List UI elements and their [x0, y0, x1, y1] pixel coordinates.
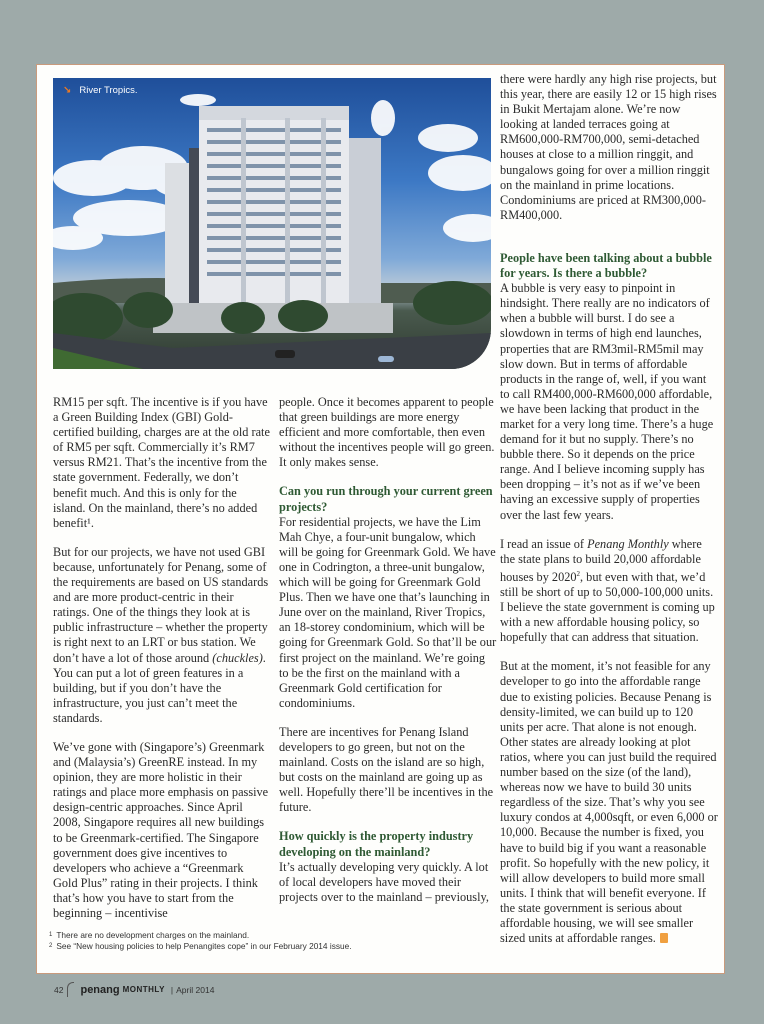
paragraph-text: I read an issue of — [500, 536, 588, 551]
page-footer — [54, 982, 214, 997]
paragraph-text: , but even with that, we’d still be short of up to 50,000-100,000 units. I believe the state government is coming up with a new affordable housing policy, so hopefully that can address that situation. — [500, 569, 715, 645]
paragraph — [500, 659, 718, 946]
footnote — [49, 941, 469, 952]
paragraph — [53, 545, 271, 726]
caption-text: River Tropics. — [79, 85, 138, 96]
publication-title: Penang Monthly — [587, 536, 669, 551]
photo-caption — [63, 85, 137, 96]
interview-question: People have been talking about a bubble for years. Is there a bubble? — [500, 250, 712, 281]
paragraph: We’ve gone with (Singapore’s) Greenmark and (Malaysia’s) GreenRE instead. In my opinion, they are more holistic in their ratings and place more emphasis on passive design-centric approaches. Since April 2008, Singapore requires all new buildings to be Greenmark-certified. The Singapore government does give incentives to developers who achieve a “Greenmark Gold Plus” rating in their projects. I think that’s how you have to start from the beginning – incentivise — [53, 739, 269, 920]
interview-question: How quickly is the property industry developing on the mainland? — [279, 829, 474, 859]
footnote-ref[interactable]: 2 — [576, 569, 581, 578]
paragraph: there were hardly any high rise projects, but this year, there are easily 12 or 15 high rises in Bukit Mertajam alone. We’re now looking at landed terraces going at RM600,000-RM700,000, semi-detached houses at close to a million ringgit, and bungalows going for over a million ringgit on the mainland in prime locations. Condominiums are priced at RM300,000-RM400,000. — [500, 72, 717, 222]
column-3 — [500, 72, 718, 960]
column-1 — [53, 395, 271, 935]
building-illustration — [53, 78, 491, 369]
paragraph-text: But at the moment, it’s not feasible for any developer to go into the affordable range due to existing policies. Because Penang is density-limited, we can build up to 120 units per acre. That alone is not enough. Other states are already looking at plot ratios, where you can just build the required number based on the size (of the land), whereas now we have to build 30 units regardless of the size. That’s why you see luxury condos at 4,000sqft, or even 6,000 or 10,000. Because the number is fixed, you have to build big if you want a reasonable profit. So hopefully with the new policy, it will allow developers to build more small units. I think that will benefit everyone. If the state government is serious about affordable housing, we will see smaller sized units at affordable ranges. — [500, 659, 718, 946]
interview-question: Can you run through your current green projects? — [279, 484, 493, 514]
issue-date: April 2014 — [176, 984, 215, 995]
footnote-text: See “New housing policies to help Penangites cope” in our February 2014 issue. — [56, 941, 352, 951]
separator: | — [170, 984, 174, 995]
paragraph: There are incentives for Penang Island developers to go green, but not on the mainland. Costs on the island are so high, but costs on the mainland are going up as well. Hopefully there’ll be incentives in the future. — [279, 724, 494, 815]
brand-logo-main: penang — [80, 983, 120, 996]
paragraph-italic: (chuckles) — [212, 650, 263, 665]
penang-monthly-end-mark-icon — [660, 933, 668, 943]
paragraph-text: . You can put a lot of green features in a building, but if you don’t have the infrastructure, you just can’t meet the standards. — [53, 650, 266, 725]
arrow-down-right-icon: ↘ — [63, 85, 72, 96]
footnote-text: There are no development charges on the mainland. — [56, 930, 250, 940]
footnote-number: 2 — [49, 943, 53, 949]
tower — [165, 106, 381, 313]
column-2 — [279, 395, 497, 919]
page-number: 42 — [54, 984, 64, 995]
footnotes — [49, 930, 469, 952]
paragraph-text: where the state plans to build 20,000 affordable houses by 2020 — [500, 536, 702, 584]
bracket-decoration — [67, 982, 74, 997]
footnote — [49, 930, 469, 941]
interview-answer: It’s actually developing very quickly. A lot of local developers have moved their projects over to the mainland – previously, — [279, 859, 489, 904]
footnote-number: 1 — [49, 932, 53, 938]
paragraph-text: But for our projects, we have not used GBI because, unfortunately for Penang, some of the requirements are based on US standards and are more product-centric in their ratings. One of the things they look at is public infrastructure – whether the property is right next to an LRT or bus station. We don’t have a lot of those around — [53, 544, 269, 665]
interview-answer: For residential projects, we have the Lim Mah Chye, a four-unit bungalow, which will be going for Greenmark Gold. We have one in Codrington, a three-unit bungalow, which will be going for Greenmark Gold Plus. Then we have one that’s launching in June over on the mainland, River Tropics, an 18-storey condominium, which will be going for Greenmark Gold. So that’ll be our first project on the mainland. We’re going to be the first on the mainland with a Greenmark Gold certification for condominiums. — [279, 514, 497, 710]
paragraph — [500, 537, 718, 646]
interview-answer: A bubble is very easy to pinpoint in hindsight. There really are no indicators of when a bubble will burst. I do see a slowdown in terms of high end launches, properties that are RM3mil-RM5mil may slow down. But in terms of affordable products in the range of, well, if you want to call RM400,000-RM600,000 affordable, we have been lacking that product in the market for a very long time. There’s a huge demand for it but no supply. There’s no bubble there. So it depends on the price range. And I believe incoming supply has been dropping – it’s not as if we’ve been having an excessive supply of properties over the last few years. — [500, 281, 714, 522]
brand-logo-sub: MONTHLY — [122, 985, 165, 994]
magazine-page — [36, 64, 725, 974]
river-tropics-photo — [53, 78, 491, 369]
paragraph: people. Once it becomes apparent to people that green buildings are more energy efficient and more comfortable, then even without the incentives people will go green. It only makes sense. — [279, 395, 495, 470]
paragraph: RM15 per sqft. The incentive is if you have a Green Building Index (GBI) Gold-certified building, charges are at the old rate of RM5 per sqft. Commercially it’s RM7 versus RM21. That’s the incentive from the state government. Federally, we don’t benefit much. And this is only for the island. On the mainland, there’s no added benefit¹. — [53, 395, 270, 530]
